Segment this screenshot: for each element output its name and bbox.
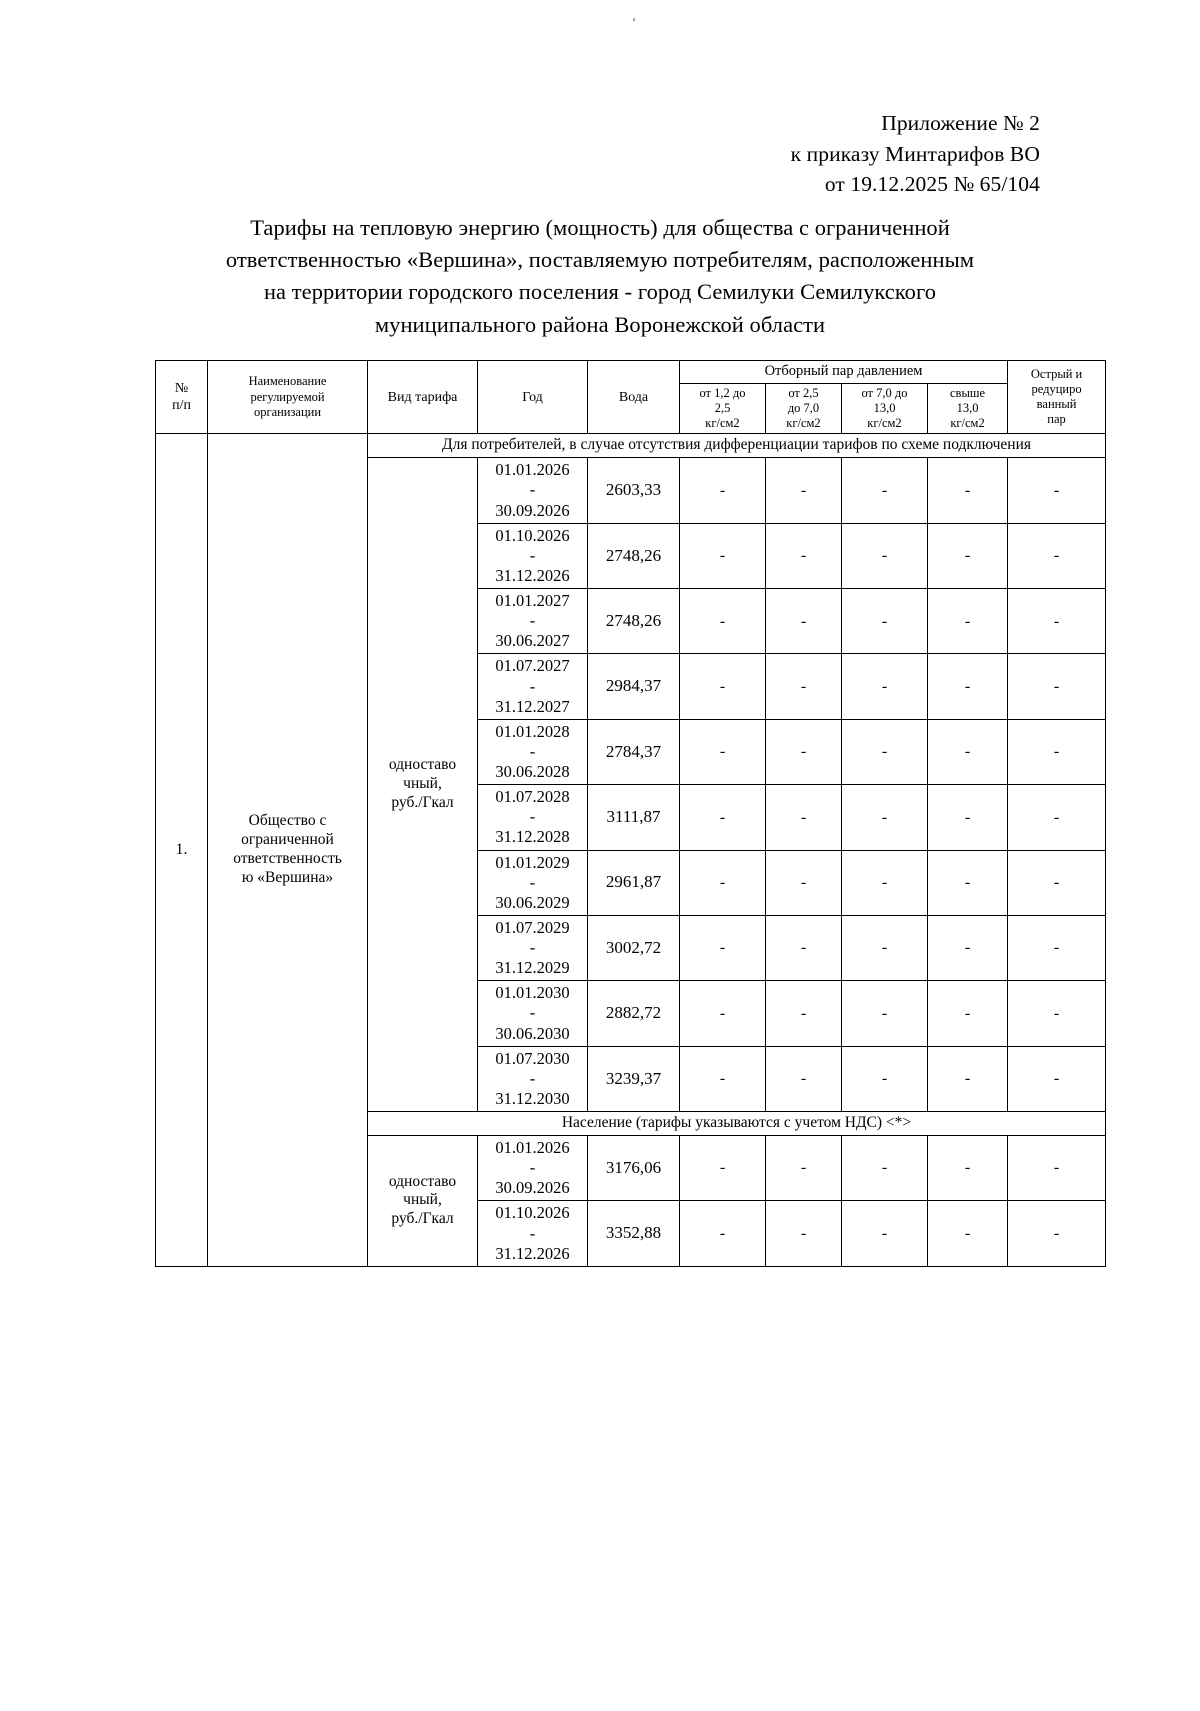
appendix-reference-block xyxy=(791,108,1040,200)
period-cell xyxy=(478,915,588,980)
sharp-reduced-steam-value: - xyxy=(1008,1136,1106,1201)
period-separator: - xyxy=(529,1003,536,1023)
title-line-3: на территории городского поселения - город Семилуки Семилукского xyxy=(263,279,937,305)
period-cell xyxy=(478,1201,588,1266)
water-tariff-value: 2748,26 xyxy=(588,523,680,588)
period-start: 01.07.2027 xyxy=(495,656,570,676)
steam-pressure-4-value: - xyxy=(928,915,1008,980)
sharp-reduced-steam-value: - xyxy=(1008,654,1106,719)
steam-pressure-3-value: - xyxy=(842,1201,928,1266)
steam-pressure-4-value: - xyxy=(928,1201,1008,1266)
sharp-reduced-steam-value: - xyxy=(1008,589,1106,654)
period-end: 31.12.2028 xyxy=(495,827,570,847)
appendix-number: Приложение № 2 xyxy=(881,111,1040,135)
steam-pressure-2-value: - xyxy=(766,654,842,719)
water-tariff-value: 3352,88 xyxy=(588,1201,680,1266)
steam-pressure-1-value: - xyxy=(680,458,766,523)
pressure-3-line1: от 7,0 до xyxy=(861,385,908,400)
steam-pressure-3-value: - xyxy=(842,458,928,523)
steam-pressure-1-value: - xyxy=(680,915,766,980)
period-cell xyxy=(478,1046,588,1111)
pressure-1-line3: кг/см2 xyxy=(705,416,740,431)
period-start: 01.01.2029 xyxy=(495,852,570,872)
steam-pressure-3-value: - xyxy=(842,981,928,1046)
title-line-2: ответственностью «Вершина», поставляемую потребителям, расположенным xyxy=(225,247,975,273)
period-cell xyxy=(478,850,588,915)
pressure-4-line1: свыше xyxy=(950,385,986,400)
column-header-tariff-kind: Вид тарифа xyxy=(368,361,478,434)
period-cell xyxy=(478,719,588,784)
period-start: 01.10.2026 xyxy=(495,1203,570,1223)
water-tariff-value: 2984,37 xyxy=(588,654,680,719)
section-title-population: Население (тарифы указываются с учетом НДС) <*> xyxy=(368,1112,1106,1136)
column-header-pressure-1 xyxy=(680,383,766,434)
organization-name-line-4: ю «Вершина» xyxy=(241,869,334,886)
sharp-reduced-steam-value: - xyxy=(1008,523,1106,588)
tariff-kind-line-3: руб./Гкал xyxy=(391,794,454,812)
period-start: 01.10.2026 xyxy=(495,525,570,545)
steam-pressure-1-value: - xyxy=(680,719,766,784)
column-header-pressure-3 xyxy=(842,383,928,434)
column-header-sharp-line3: ванный xyxy=(1036,397,1077,412)
period-start: 01.01.2027 xyxy=(495,591,570,611)
sharp-reduced-steam-value: - xyxy=(1008,458,1106,523)
steam-pressure-2-value: - xyxy=(766,1201,842,1266)
period-end: 30.06.2027 xyxy=(495,631,570,651)
water-tariff-value: 3111,87 xyxy=(588,785,680,850)
table-body xyxy=(156,434,1106,1266)
column-header-sharp-line4: пар xyxy=(1047,412,1066,427)
column-header-water: Вода xyxy=(588,361,680,434)
steam-pressure-4-value: - xyxy=(928,589,1008,654)
period-cell xyxy=(478,654,588,719)
table-header xyxy=(156,361,1106,434)
appendix-order-authority: к приказу Минтарифов ВО xyxy=(790,141,1040,166)
pressure-2-line3: кг/см2 xyxy=(786,416,821,431)
steam-pressure-1-value: - xyxy=(680,981,766,1046)
sharp-reduced-steam-value: - xyxy=(1008,719,1106,784)
steam-pressure-2-value: - xyxy=(766,589,842,654)
scan-artifact-mark: ʻ xyxy=(632,14,637,29)
tariff-kind-line-1: одноставо xyxy=(388,1172,457,1190)
steam-pressure-3-value: - xyxy=(842,1046,928,1111)
period-cell xyxy=(478,785,588,850)
tariff-kind-cell xyxy=(368,458,478,1112)
period-end: 30.06.2028 xyxy=(495,762,570,782)
period-end: 30.06.2029 xyxy=(495,892,570,912)
period-cell xyxy=(478,981,588,1046)
sharp-reduced-steam-value: - xyxy=(1008,850,1106,915)
sharp-reduced-steam-value: - xyxy=(1008,981,1106,1046)
period-end: 31.12.2026 xyxy=(495,1243,570,1263)
column-header-organization-line1: Наименование xyxy=(248,374,327,389)
steam-pressure-4-value: - xyxy=(928,850,1008,915)
period-separator: - xyxy=(529,545,536,565)
steam-pressure-3-value: - xyxy=(842,523,928,588)
water-tariff-value: 2603,33 xyxy=(588,458,680,523)
steam-pressure-4-value: - xyxy=(928,1046,1008,1111)
column-header-year: Год xyxy=(478,361,588,434)
steam-pressure-4-value: - xyxy=(928,785,1008,850)
tariff-kind-line-2: чный, xyxy=(403,1191,442,1209)
organization-name-line-1: Общество с xyxy=(248,812,327,830)
steam-pressure-3-value: - xyxy=(842,785,928,850)
water-tariff-value: 3239,37 xyxy=(588,1046,680,1111)
pressure-4-line2: 13,0 xyxy=(956,400,979,415)
period-start: 01.01.2028 xyxy=(495,721,570,741)
steam-pressure-2-value: - xyxy=(766,1046,842,1111)
period-end: 30.06.2030 xyxy=(495,1023,570,1043)
column-header-organization-line2: регулируемой xyxy=(250,389,325,404)
pressure-4-line3: кг/см2 xyxy=(950,416,985,431)
period-end: 31.12.2027 xyxy=(495,696,570,716)
title-line-4: муниципального района Воронежской области xyxy=(374,311,826,337)
tariff-table xyxy=(155,360,1106,1267)
pressure-2-line2: до 7,0 xyxy=(787,400,820,415)
steam-pressure-4-value: - xyxy=(928,1136,1008,1201)
period-separator: - xyxy=(529,676,536,696)
period-end: 31.12.2030 xyxy=(495,1088,570,1108)
period-start: 01.01.2026 xyxy=(495,460,570,480)
steam-pressure-3-value: - xyxy=(842,850,928,915)
row-number-cell: 1. xyxy=(156,434,208,1266)
steam-pressure-4-value: - xyxy=(928,523,1008,588)
water-tariff-value: 3176,06 xyxy=(588,1136,680,1201)
column-header-number-line1: № xyxy=(174,381,189,397)
period-start: 01.01.2026 xyxy=(495,1138,570,1157)
steam-pressure-4-value: - xyxy=(928,719,1008,784)
pressure-3-line3: кг/см2 xyxy=(867,416,902,431)
steam-pressure-2-value: - xyxy=(766,1136,842,1201)
sharp-reduced-steam-value: - xyxy=(1008,1046,1106,1111)
period-end: 31.12.2026 xyxy=(495,565,570,585)
period-cell xyxy=(478,458,588,523)
tariff-kind-cell xyxy=(368,1136,478,1267)
column-header-pressure-2 xyxy=(766,383,842,434)
steam-pressure-3-value: - xyxy=(842,654,928,719)
column-header-organization-line3: организации xyxy=(253,404,322,419)
steam-pressure-1-value: - xyxy=(680,785,766,850)
period-start: 01.07.2028 xyxy=(495,787,570,807)
column-header-organization xyxy=(208,361,368,434)
steam-pressure-3-value: - xyxy=(842,1136,928,1201)
document-title xyxy=(150,212,1050,341)
water-tariff-value: 3002,72 xyxy=(588,915,680,980)
steam-pressure-2-value: - xyxy=(766,458,842,523)
organization-name-cell xyxy=(208,434,368,1266)
steam-pressure-2-value: - xyxy=(766,523,842,588)
period-end: 30.09.2026 xyxy=(495,1178,570,1198)
period-cell xyxy=(478,523,588,588)
column-header-pressure-4 xyxy=(928,383,1008,434)
steam-pressure-2-value: - xyxy=(766,850,842,915)
steam-pressure-2-value: - xyxy=(766,785,842,850)
tariff-kind-line-2: чный, xyxy=(403,775,442,793)
tariff-kind-line-3: руб./Гкал xyxy=(391,1210,454,1228)
pressure-1-line2: 2,5 xyxy=(714,400,731,415)
period-separator: - xyxy=(529,480,536,500)
tariff-kind-line-1: одноставо xyxy=(388,756,457,774)
period-separator: - xyxy=(529,1068,536,1088)
period-end: 30.09.2026 xyxy=(495,500,570,520)
pressure-1-line1: от 1,2 до xyxy=(699,385,746,400)
water-tariff-value: 2784,37 xyxy=(588,719,680,784)
steam-pressure-1-value: - xyxy=(680,654,766,719)
period-separator: - xyxy=(529,1223,536,1243)
pressure-2-line1: от 2,5 xyxy=(788,385,819,400)
period-start: 01.07.2029 xyxy=(495,917,570,937)
column-header-number xyxy=(156,361,208,434)
section-header-row xyxy=(156,434,1106,458)
period-start: 01.07.2030 xyxy=(495,1048,570,1068)
steam-pressure-3-value: - xyxy=(842,589,928,654)
appendix-order-date-number: от 19.12.2025 № 65/104 xyxy=(824,172,1040,197)
water-tariff-value: 2961,87 xyxy=(588,850,680,915)
period-end: 31.12.2029 xyxy=(495,958,570,978)
organization-name-line-2: ограниченной xyxy=(241,831,334,849)
steam-pressure-2-value: - xyxy=(766,915,842,980)
water-tariff-value: 2882,72 xyxy=(588,981,680,1046)
period-separator: - xyxy=(529,1158,536,1178)
steam-pressure-2-value: - xyxy=(766,981,842,1046)
title-line-1: Тарифы на тепловую энергию (мощность) для общества с ограниченной xyxy=(250,215,950,240)
section-title-consumers: Для потребителей, в случае отсутствия дифференциации тарифов по схеме подключения xyxy=(368,434,1106,458)
column-header-sharp-line2: редуциро xyxy=(1031,381,1082,396)
period-separator: - xyxy=(529,938,536,958)
period-separator: - xyxy=(529,611,536,631)
steam-pressure-1-value: - xyxy=(680,850,766,915)
steam-pressure-1-value: - xyxy=(680,589,766,654)
steam-pressure-4-value: - xyxy=(928,458,1008,523)
steam-pressure-1-value: - xyxy=(680,1201,766,1266)
steam-pressure-4-value: - xyxy=(928,654,1008,719)
period-start: 01.01.2030 xyxy=(495,983,570,1003)
sharp-reduced-steam-value: - xyxy=(1008,1201,1106,1266)
column-header-steam-group: Отборный пар давлением xyxy=(680,361,1008,384)
column-header-number-line2: п/п xyxy=(172,398,191,414)
steam-pressure-2-value: - xyxy=(766,719,842,784)
sharp-reduced-steam-value: - xyxy=(1008,785,1106,850)
pressure-3-line2: 13,0 xyxy=(873,400,896,415)
period-separator: - xyxy=(529,741,536,761)
organization-name-line-3: ответственность xyxy=(233,850,342,868)
table-header-row-1 xyxy=(156,361,1106,384)
steam-pressure-1-value: - xyxy=(680,1136,766,1201)
steam-pressure-1-value: - xyxy=(680,523,766,588)
column-header-sharp-line1: Острый и xyxy=(1030,366,1083,381)
steam-pressure-3-value: - xyxy=(842,915,928,980)
water-tariff-value: 2748,26 xyxy=(588,589,680,654)
steam-pressure-4-value: - xyxy=(928,981,1008,1046)
column-header-sharp-reduced-steam xyxy=(1008,361,1106,434)
period-cell xyxy=(478,1136,588,1201)
period-separator: - xyxy=(529,807,536,827)
period-separator: - xyxy=(529,872,536,892)
sharp-reduced-steam-value: - xyxy=(1008,915,1106,980)
period-cell xyxy=(478,589,588,654)
steam-pressure-3-value: - xyxy=(842,719,928,784)
steam-pressure-1-value: - xyxy=(680,1046,766,1111)
